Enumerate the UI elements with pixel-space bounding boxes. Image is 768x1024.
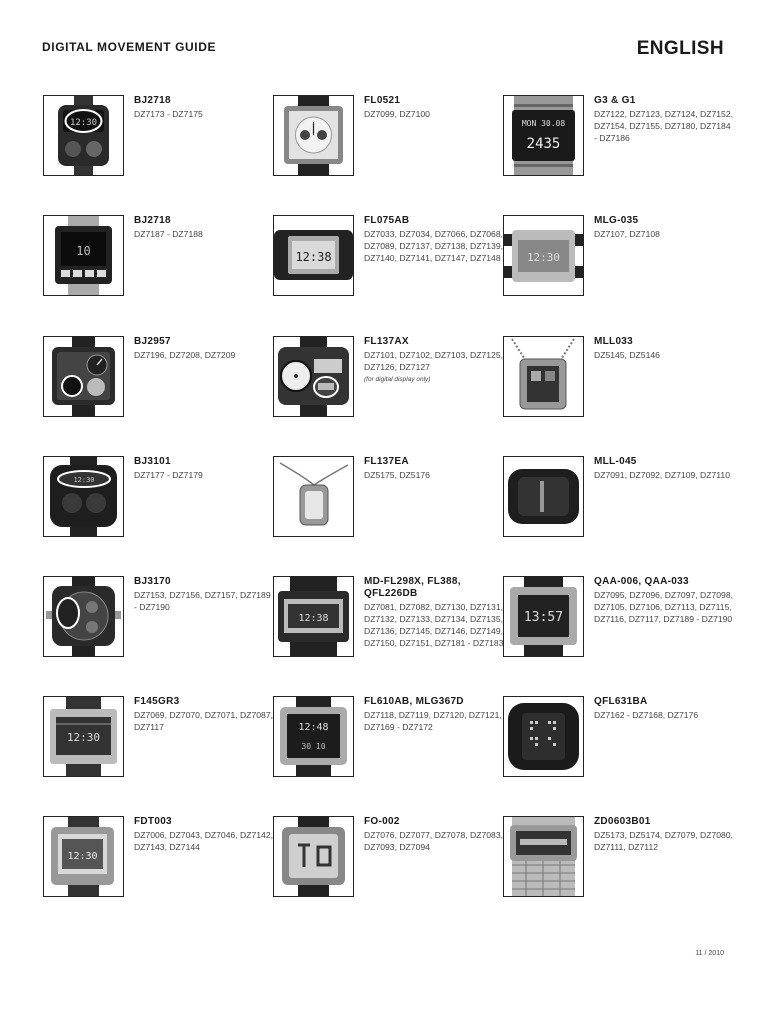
- model-name: BJ2718: [134, 215, 171, 226]
- svg-text:12:30: 12:30: [66, 731, 101, 744]
- reference-list: DZ7118, DZ7119, DZ7120, DZ7121, DZ7169 - DZ7172: [364, 710, 502, 732]
- reference-list: DZ7069, DZ7070, DZ7071, DZ7087, DZ7117: [134, 710, 274, 732]
- model-name: MLG-035: [594, 215, 639, 226]
- reference-list: DZ5173, DZ5174, DZ7079, DZ7080, DZ7111, DZ7112: [594, 830, 734, 852]
- model-name: QFL631BA: [594, 696, 648, 707]
- reference-list: DZ7196, DZ7208, DZ7209: [134, 350, 236, 360]
- model-name: FL610AB, MLG367D: [364, 696, 464, 707]
- movement-entry: [273, 576, 504, 686]
- model-name: QAA-006, QAA-033: [594, 576, 689, 587]
- reference-list: DZ7173 - DZ7175: [134, 109, 203, 119]
- watch-square-lcd-icon: [43, 816, 124, 897]
- watch-square-digital-icon: [43, 215, 124, 296]
- svg-text:12:30: 12:30: [526, 251, 561, 264]
- movement-entry: [503, 95, 734, 205]
- svg-text:12:38: 12:38: [295, 250, 332, 264]
- movement-entry: [503, 576, 734, 686]
- model-name: FL137AX: [364, 336, 409, 347]
- watch-dual-dial-icon: [273, 336, 354, 417]
- model-name: MLL-045: [594, 456, 637, 467]
- svg-text:12:30: 12:30: [73, 476, 95, 484]
- watch-cuff-icon: [503, 456, 584, 537]
- language-label: ENGLISH: [636, 38, 724, 59]
- model-name: BJ3101: [134, 456, 171, 467]
- watch-analog-digital-icon: [273, 95, 354, 176]
- movement-entry: [43, 456, 268, 566]
- svg-text:12:48: 12:48: [298, 722, 329, 733]
- model-name: MLL033: [594, 336, 634, 347]
- watch-rect-lcd-icon: [43, 696, 124, 777]
- watch-bracelet-lcd-icon: [503, 95, 584, 176]
- movement-entry: [273, 456, 498, 566]
- watch-wide-lcd-icon: [273, 576, 354, 657]
- model-name: G3 & G1: [594, 95, 636, 106]
- svg-text:10: 10: [76, 244, 91, 258]
- reference-list: DZ7076, DZ7077, DZ7078, DZ7083, DZ7093, DZ7094: [364, 830, 504, 852]
- movement-entry: [503, 816, 734, 926]
- movement-entry: [273, 696, 502, 806]
- watch-dot-matrix-icon: [503, 696, 584, 777]
- movement-entry: [503, 456, 728, 566]
- display-note: (for digital display only): [364, 376, 431, 383]
- model-name: ZD0603B01: [594, 816, 651, 827]
- reference-list: DZ7033, DZ7034, DZ7066, DZ7068, DZ7089, DZ7137, DZ7138, DZ7139, DZ7140, DZ7141, DZ7147, DZ7148: [364, 229, 504, 263]
- guide-title: DIGITAL MOVEMENT GUIDE: [42, 40, 217, 54]
- movement-entry: [43, 336, 268, 446]
- reference-list: DZ7091, DZ7092, DZ7109, DZ7110: [594, 470, 730, 480]
- model-name: FDT003: [134, 816, 172, 827]
- reference-list: DZ7006, DZ7043, DZ7046, DZ7142, DZ7143, DZ7144: [134, 830, 274, 852]
- reference-list: DZ7107, DZ7108: [594, 229, 660, 239]
- movement-entry: [43, 576, 271, 686]
- watch-segment-icon: [273, 816, 354, 897]
- pendant-watch-icon: [273, 456, 354, 537]
- movement-entry: [273, 816, 504, 926]
- reference-list: DZ7177 - DZ7179: [134, 470, 203, 480]
- movement-entry: [273, 95, 498, 205]
- svg-text:13:57: 13:57: [523, 610, 564, 625]
- watch-lcd-strap-icon: [273, 215, 354, 296]
- movement-entry: [273, 336, 504, 446]
- svg-text:2435: 2435: [526, 136, 561, 152]
- svg-text:MON 30.08: MON 30.08: [521, 119, 566, 128]
- svg-text:12:30: 12:30: [69, 118, 98, 128]
- watch-steel-lcd-icon: [273, 696, 354, 777]
- movement-entry: [503, 696, 728, 806]
- model-name: BJ2718: [134, 95, 171, 106]
- model-name: FO-002: [364, 816, 400, 827]
- movement-entry: [43, 215, 268, 325]
- reference-list: DZ7162 - DZ7168, DZ7176: [594, 710, 699, 720]
- watch-chunky-icon: [43, 456, 124, 537]
- svg-text:12:30: 12:30: [67, 851, 98, 862]
- model-name: MD-FL298X, FL388, QFL226DB: [364, 576, 461, 599]
- movement-entry: [503, 336, 728, 446]
- model-name: FL137EA: [364, 456, 409, 467]
- movement-entry: [273, 215, 504, 325]
- model-name: BJ3170: [134, 576, 171, 587]
- reference-list: DZ7095, DZ7096, DZ7097, DZ7098, DZ7105, DZ7106, DZ7113, DZ7115, DZ7116, DZ7117, DZ7189 - DZ7190: [594, 590, 734, 624]
- movement-entry: [43, 696, 274, 806]
- footer-date: 11 / 2010: [695, 950, 724, 957]
- watch-round-lens-icon: [43, 95, 124, 176]
- movement-entry: [43, 816, 274, 926]
- reference-list: DZ7122, DZ7123, DZ7124, DZ7152, DZ7154, DZ7155, DZ7180, DZ7184 - DZ7186: [594, 109, 734, 143]
- reference-list: DZ7101, DZ7102, DZ7103, DZ7125, DZ7126, DZ7127: [364, 350, 504, 372]
- watch-link-bracelet-icon: [503, 816, 584, 897]
- reference-list: DZ7081, DZ7082, DZ7130, DZ7131, DZ7132, DZ7133, DZ7134, DZ7135, DZ7136, DZ7145, DZ7146, DZ7149, DZ7150, DZ7151, DZ7181 - DZ7183: [364, 602, 504, 648]
- model-name: BJ2957: [134, 336, 171, 347]
- watch-square-steel-icon: [503, 576, 584, 657]
- reference-list: DZ7153, DZ7156, DZ7157, DZ7189 - DZ7190: [134, 590, 271, 612]
- reference-list: DZ7187 - DZ7188: [134, 229, 203, 239]
- movement-entry: [503, 215, 728, 325]
- movement-entry: [43, 95, 268, 205]
- model-name: FL0521: [364, 95, 401, 106]
- model-name: FL075AB: [364, 215, 410, 226]
- svg-text:12:38: 12:38: [298, 613, 329, 624]
- model-name: F145GR3: [134, 696, 180, 707]
- watch-curved-lcd-icon: [503, 215, 584, 296]
- reference-list: DZ7099, DZ7100: [364, 109, 430, 119]
- reference-list: DZ5145, DZ5146: [594, 350, 660, 360]
- svg-text:30 10: 30 10: [301, 742, 326, 751]
- reference-list: DZ5175, DZ5176: [364, 470, 430, 480]
- watch-multi-dial-icon: [43, 336, 124, 417]
- pendant-chain-icon: [503, 336, 584, 417]
- watch-chrono-icon: [43, 576, 124, 657]
